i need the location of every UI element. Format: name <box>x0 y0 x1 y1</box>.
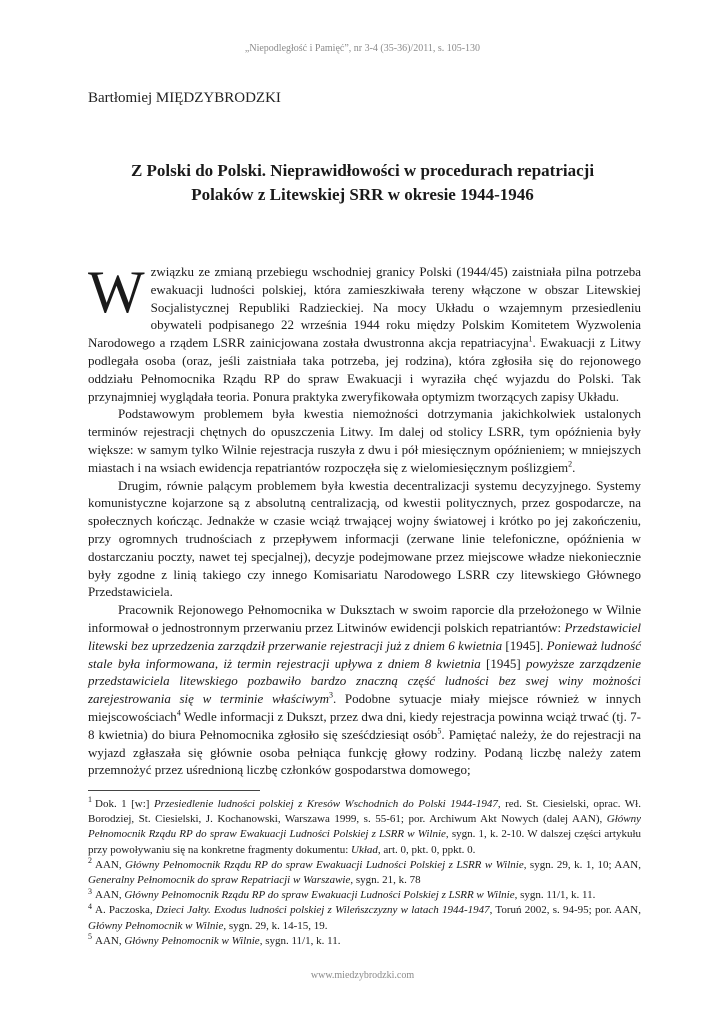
footnote-number-5: 5 <box>88 932 92 942</box>
p4-text-a: Pracownik Rejonowego Pełnomocnika w Duksztach w swoim raporcie dla przełożonego w Wilnie informował o jednostronnym przerwaniu przez Litwinów ewidencji polskich repatriantów: <box>88 602 641 635</box>
fn4-text-b: , Toruń 2002, s. 94-95; por. AAN, <box>489 904 641 917</box>
fn4-title-1: Dzieci Jałty. Exodus ludności polskiej z Wileńszczyzny w latach 1944-1947 <box>155 904 490 917</box>
fn4-text-c: , sygn. 29, k. 14-15, 19. <box>223 919 328 932</box>
footnote-number-3: 3 <box>88 886 92 896</box>
drop-cap: W <box>88 259 145 325</box>
paragraph-3: Drugim, równie palącym problemem była kwestia decentralizacji systemu decyzyjnego. Systemy komunistyczne kojarzone są z absolutną centralizacją, od kwestii politycznych, przez gospodarcze, na społecznych kończąc. Jednakże w czasie wciąż trwającej wojny światowej i krótko po jej zakończeniu, przy ogromnych trudnościach z przepływem informacji (zerwane linie telefoniczne, opóźnienia w dostarczaniu poczty, nawet tej specjalnej), decyzje podejmowane przez miejscowe władze niekoniecznie były zgodne z linią takiego czy innego Komisariatu Narodowego LSRR czy litewskiego Głównego Przedstawiciela. <box>88 477 641 600</box>
footnote-ref-4[interactable]: 4 <box>176 708 181 718</box>
footnote-ref-1[interactable]: 1 <box>528 334 533 344</box>
title-line-1: Z Polski do Polski. Nieprawidłowości w procedurach repatriacji <box>130 161 595 180</box>
fn3-text-b: , sygn. 11/1, k. 11. <box>514 889 596 902</box>
article-body <box>88 259 641 779</box>
fn1-title-3: Układ <box>351 843 378 856</box>
footnote-number-2: 2 <box>88 856 92 866</box>
p4-quote-1: Przedstawiciel litewski bez uprzedzenia zarządził przerwanie rejestracji już z dniem 6 kwietnia <box>88 619 641 653</box>
fn1-text-a: Dok. 1 [w:] <box>95 798 154 810</box>
paragraph-2 <box>88 405 641 476</box>
footnote-ref-5[interactable]: 5 <box>437 726 442 736</box>
footnote-4 <box>88 903 641 933</box>
footer-url[interactable]: www.miedzybrodzki.com <box>310 970 415 981</box>
p4-text-d: . Podobne sytuacje miały miejsce również w innych miejscowościach <box>88 691 641 724</box>
author-name: Bartłomiej MIĘDZYBRODZKI <box>88 90 281 106</box>
fn3-title-1: Główny Pełnomocnik Rządu RP do spraw Ewakuacji Ludności Polskiej z LSRR w Wilnie <box>124 889 515 902</box>
footnote-ref-3[interactable]: 3 <box>329 690 333 700</box>
footnote-separator <box>88 790 260 791</box>
footnote-number-1: 1 <box>88 795 92 805</box>
p4-text-c: [1945] <box>480 655 526 671</box>
p2-text-a: Podstawowym problemem była kwestia niemożności dotrzymania jakichkolwiek ustalonych terminów rejestracji chętnych do opuszczenia Litwy. Im dalej od stolicy LSRR, tym opóźnienia były większe: w samym tylko Wilnie rejestracja ruszyła z dwu i pół miesięcznym opóźnieniem; w mniejszych miastach i na wsiach ewidencja repatriantów rozpoczęła się z wielomiesięcznym poślizgiem <box>88 406 641 475</box>
p4-text-f: . Pamiętać należy, że do rejestracji na wyjazd zgłaszała się głównie osoba pełniąca funkcję głowy rodziny. Podaną liczbę należy zatem przemnożyć przez uśrednioną liczbę członków gospodarstwa domowego; <box>88 726 641 778</box>
p4-text-b: [1945]. <box>502 637 547 653</box>
article-title <box>80 159 645 207</box>
paragraph-4 <box>88 601 641 779</box>
p2-text-b: . <box>572 459 576 475</box>
fn3-text-a: AAN, <box>95 889 125 902</box>
footnote-1 <box>88 797 641 858</box>
fn5-text-a: AAN, <box>95 934 125 947</box>
fn4-text-a: A. Paczoska, <box>95 904 156 917</box>
paragraph-1 <box>88 259 641 405</box>
fn1-text-b: , red. St. Ciesielski, oprac. Wł. Borodziej, St. Ciesielski, J. Kochanowski, Warszawa 1999, s. 55-61; por. Archiwum Akt Nowych (dalej AAN), <box>88 798 641 826</box>
fn1-title-2: Główny Pełnomocnik Rządu RP do spraw Ewakuacji Ludności Polskiej z LSRR w Wilnie <box>88 813 641 841</box>
footnote-2 <box>88 858 641 888</box>
fn4-title-2: Główny Pełnomocnik w Wilnie <box>88 919 224 932</box>
running-head: „Niepodległość i Pamięć”, nr 3-4 (35-36)/2011, s. 105-130 <box>244 43 481 54</box>
p1-text-a: związku ze zmianą przebiegu wschodniej granicy Polski (1944/45) zaistniała pilna potrzeba ewakuacji ludności polskiej, która zamieszkiwała tereny włączone w obszar Litewskiej Socjalistycznej Republiki Radzieckiej. Na mocy Układu o wzajemnym przesiedleniu obywateli podpisanego 22 września 1944 roku między Polskim Komitetem Wyzwolenia Narodowego a rządem LSRR zainicjowana została dwustronna akcja repatriacyjna <box>88 264 641 351</box>
p4-text-e: Wedle informacji z Dukszt, przez dwa dni, kiedy rejestracja powinna wciąż trwać (tj. 7-8 kwietnia) do biura Pełnomocnika zgłosiło się sześćdziesiąt osób <box>88 708 641 742</box>
footnote-3 <box>88 888 641 903</box>
p4-quote-2: Ponieważ ludność stale była informowana, iż termin rejestracji upływa z dniem 8 kwietnia <box>88 637 641 671</box>
fn1-text-c: , sygn. 1, k. 2-10. W dalszej części artykułu przy powoływaniu się na konkretne fragmenty dokumentu: <box>88 828 641 856</box>
fn2-text-c: , sygn. 21, k. 78 <box>350 874 421 887</box>
fn2-text-b: , sygn. 29, k. 1, 10; AAN, <box>523 858 642 871</box>
fn1-text-d: , art. 0, pkt. 0, ppkt. 0. <box>377 843 476 856</box>
fn2-text-a: AAN, <box>95 858 126 871</box>
footnote-ref-2[interactable]: 2 <box>568 459 573 469</box>
fn5-title-1: Główny Pełnomocnik w Wilnie <box>124 934 260 947</box>
p1-text-b: . Ewakuacji z Litwy podlegała osoba (oraz, jeśli zaistniała taka potrzeba, jej rodzina), która zgłosiła się do rejonowego oddziału Pełnomocnika Rządu RP do spraw Ewakuacji i wyraziła chęć wyjazdu do Polski. Tak przynajmniej wyglądała teoria. Ponura praktyka zweryfikowała optymizm tworzących zapisy Układu. <box>88 335 641 404</box>
title-line-2: Polaków z Litewskiej SRR w okresie 1944-1946 <box>191 185 534 204</box>
footnote-5 <box>88 934 641 949</box>
fn5-text-b: , sygn. 11/1, k. 11. <box>259 934 341 947</box>
p4-quote-3: powyższe zarządzenie przedstawiciela litewskiego pozbawiło bardzo znaczną część ludności bez swej winy możności zarejestrowania się w terminie właściwym <box>88 655 641 707</box>
fn2-title-2: Generalny Pełnomocnik do spraw Repatriacji w Warszawie <box>88 874 351 887</box>
footnote-number-4: 4 <box>88 901 92 911</box>
footnotes <box>88 797 641 949</box>
fn1-title-1: Przesiedlenie ludności polskiej z Kresów Wschodnich do Polski 1944-1947 <box>153 798 498 810</box>
fn2-title-1: Główny Pełnomocnik Rządu RP do spraw Ewakuacji Ludności Polskiej z LSRR w Wilnie <box>125 858 524 871</box>
